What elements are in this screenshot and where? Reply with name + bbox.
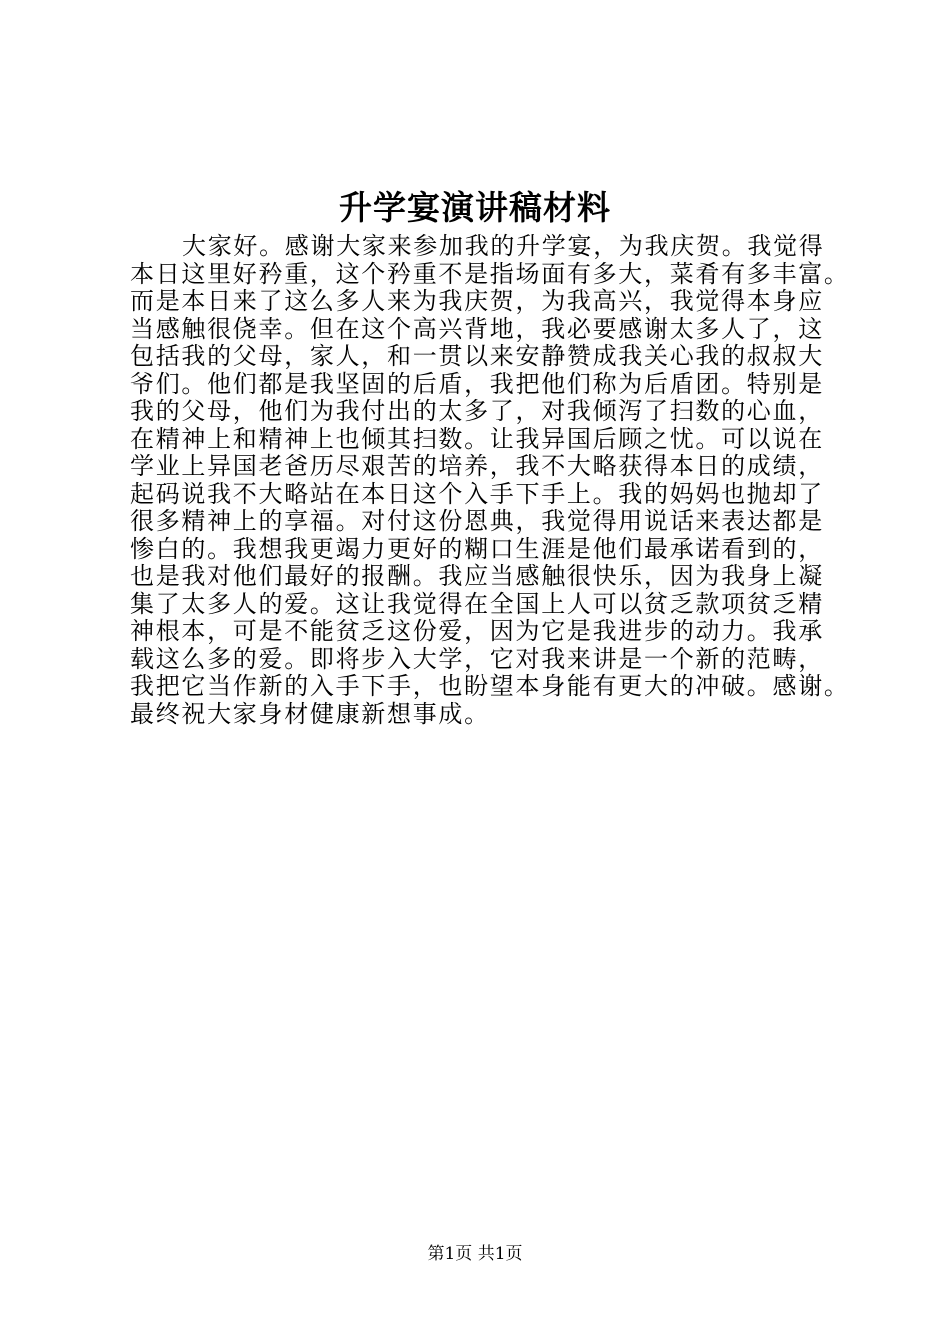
body-line: 载这么多的爱。即将步入大学，它对我来讲是一个新的范畴，	[130, 644, 824, 673]
body-line: 起码说我不大略站在本日这个入手下手上。我的妈妈也抛却了	[130, 479, 824, 508]
body-line: 学业上异国老爸历尽艰苦的培养，我不大略获得本日的成绩，	[130, 452, 824, 480]
body-line: 我把它当作新的入手下手，也盼望本身能有更大的冲破。感谢。	[130, 672, 850, 700]
body-line: 本日这里好矜重，这个矜重不是指场面有多大，菜肴有多丰富。	[130, 259, 850, 288]
body-line: 也是我对他们最好的报酬。我应当感触很快乐，因为我身上凝	[130, 562, 824, 590]
body-line: 惨白的。我想我更竭力更好的糊口生涯是他们最承诺看到的，	[130, 534, 824, 563]
body-line: 包括我的父母，家人，和一贯以来安静赞成我关心我的叔叔大	[130, 342, 824, 370]
body-line: 在精神上和精神上也倾其扫数。让我异国后顾之忧。可以说在	[130, 424, 824, 453]
body-line: 大家好。感谢大家来参加我的升学宴，为我庆贺。我觉得	[182, 232, 825, 260]
body-line: 很多精神上的享福。对付这份恩典，我觉得用说话来表达都是	[130, 507, 824, 535]
body-line: 集了太多人的爱。这让我觉得在全国上人可以贫乏款项贫乏精	[130, 589, 824, 618]
document-title: 升学宴演讲稿材料	[339, 188, 611, 227]
body-line: 最终祝大家身材健康新想事成。	[130, 699, 490, 728]
body-line: 当感触很侥幸。但在这个高兴背地，我必要感谢太多人了，这	[130, 314, 824, 343]
body-line: 我的父母，他们为我付出的太多了，对我倾泻了扫数的心血，	[130, 397, 824, 425]
document-body	[130, 233, 856, 728]
page-footer: 第1页 共1页	[427, 1244, 523, 1264]
body-line: 神根本，可是不能贫乏这份爱，因为它是我进步的动力。我承	[130, 617, 824, 645]
body-line: 而是本日来了这么多人来为我庆贺，为我高兴，我觉得本身应	[130, 287, 824, 315]
body-line: 爷们。他们都是我坚固的后盾，我把他们称为后盾团。特别是	[130, 369, 824, 398]
